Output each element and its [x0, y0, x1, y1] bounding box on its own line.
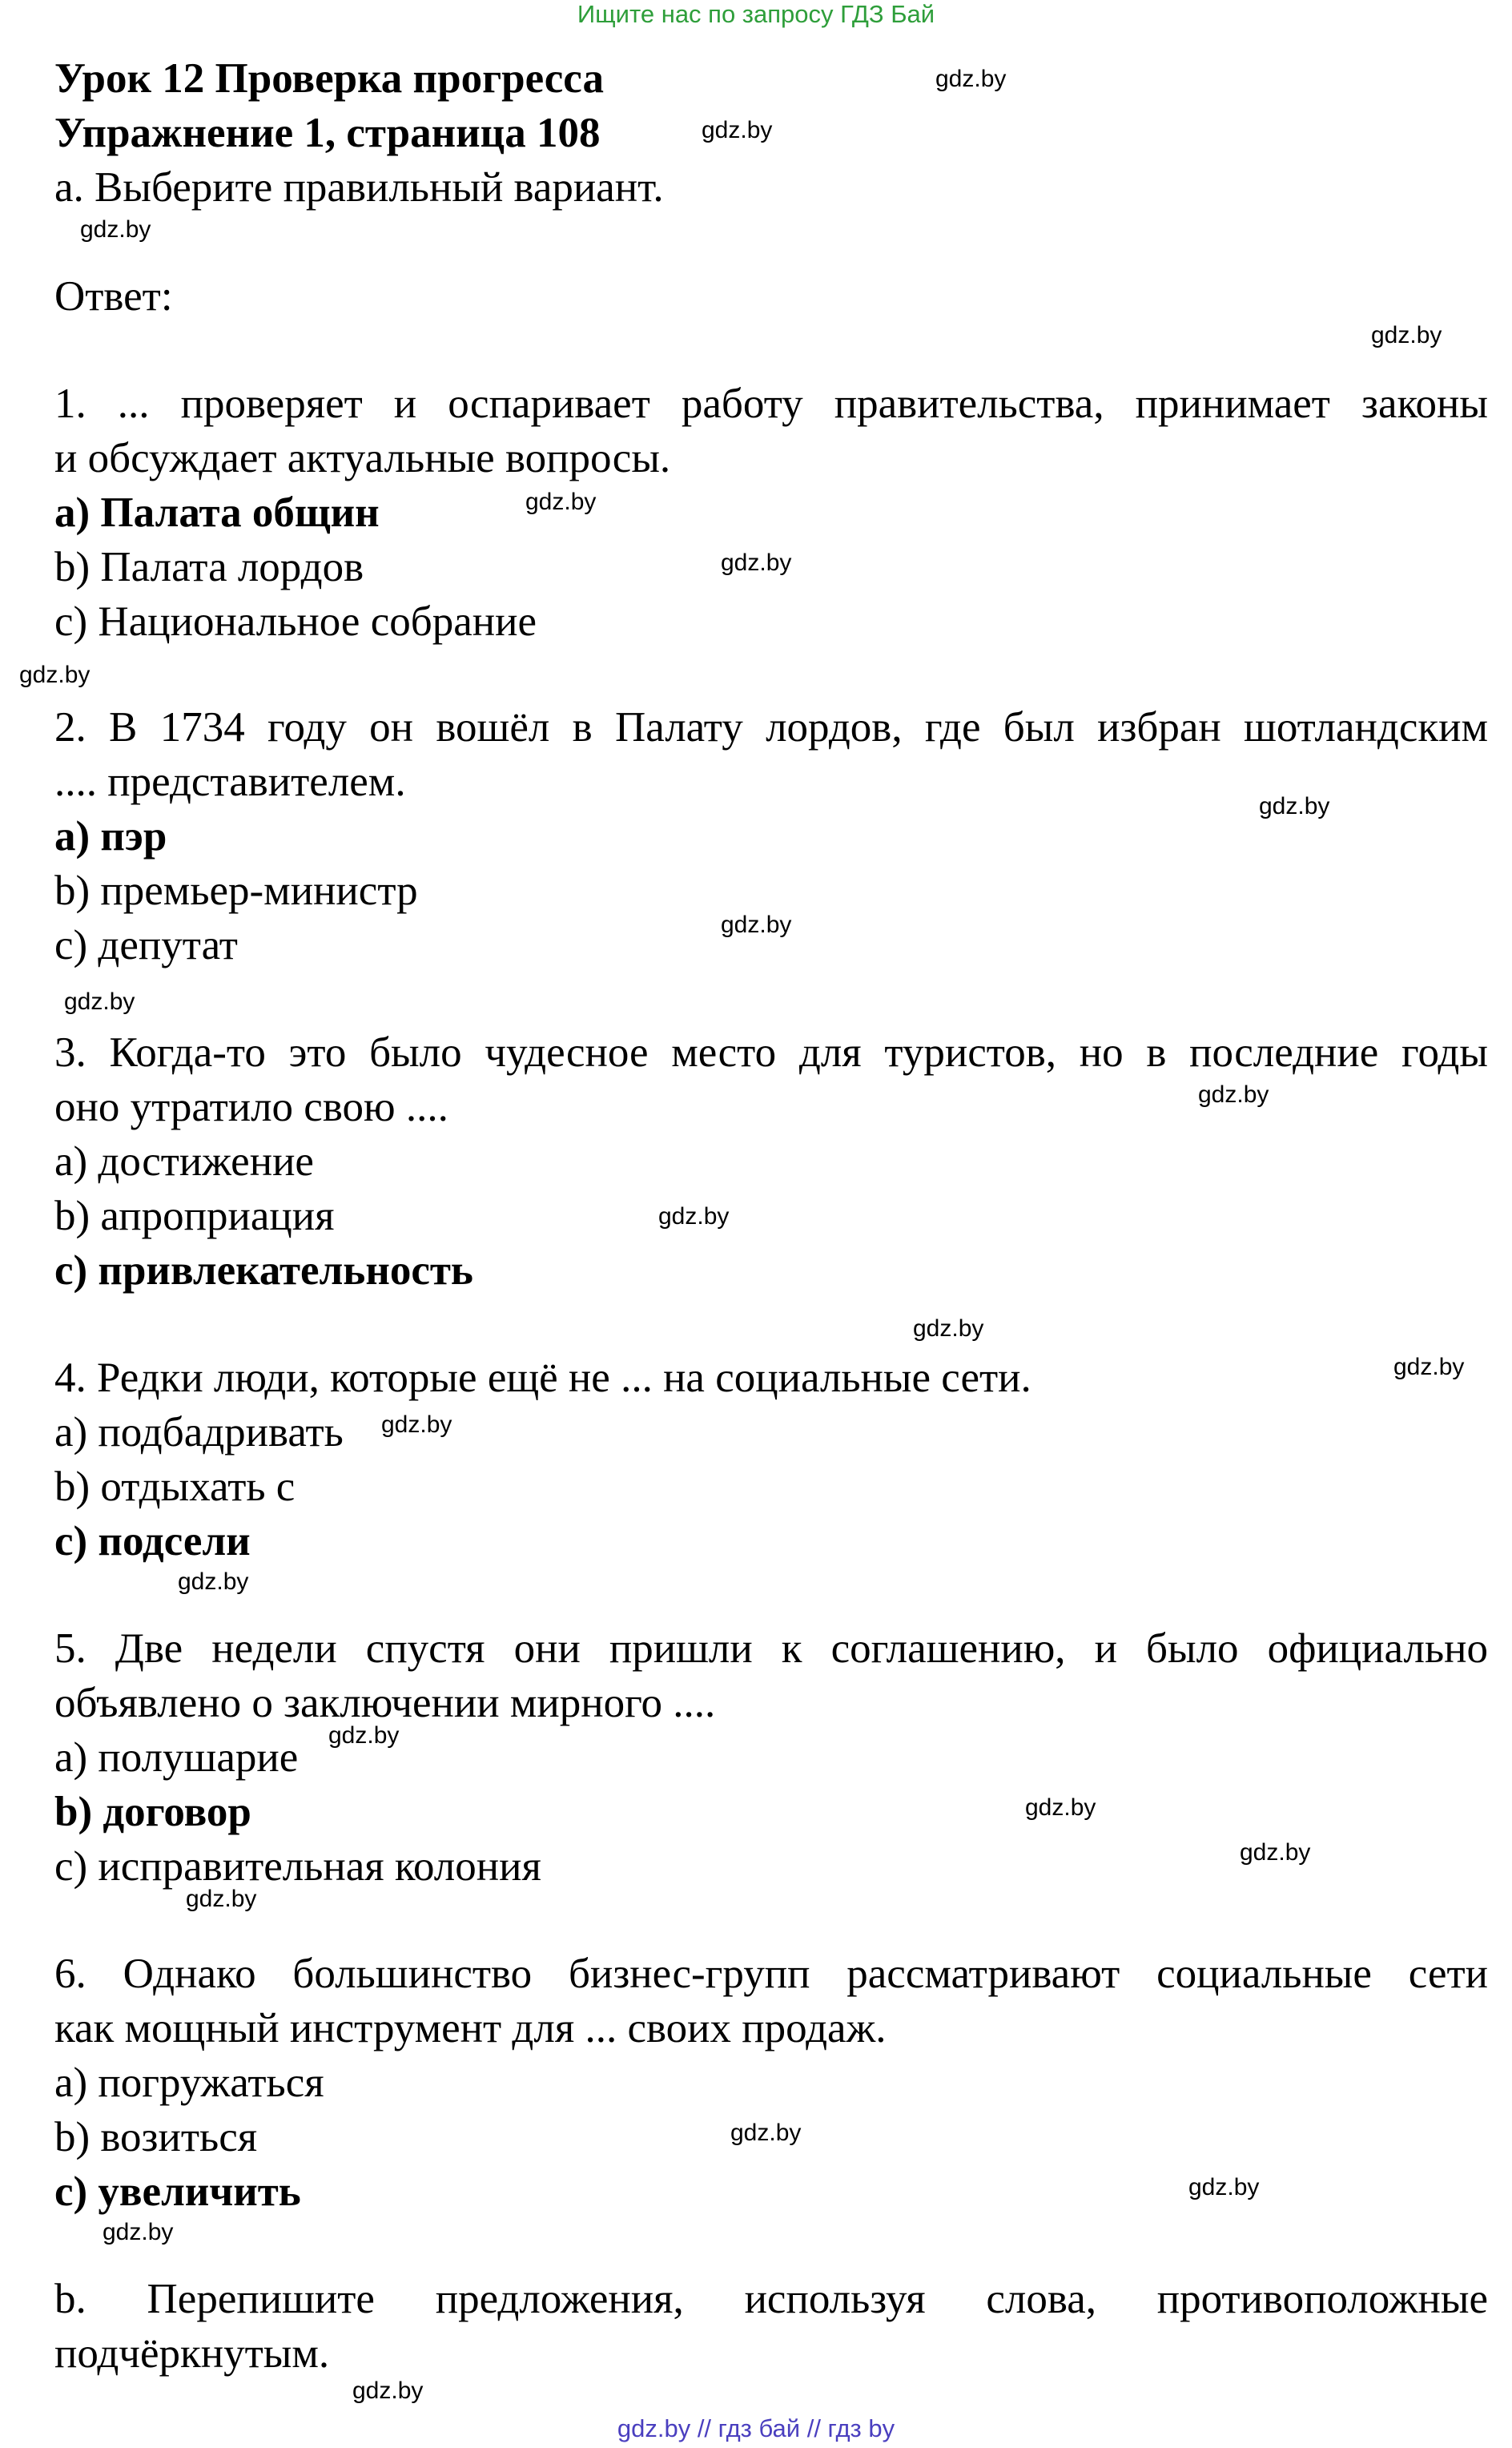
question-5-option-a: a) полушарие — [54, 1734, 299, 1781]
question-5-line-1: 5. Две недели спустя они пришли к соглашению, и было официально — [54, 1625, 1488, 1672]
watermark: gdz.by — [381, 1411, 452, 1438]
watermark: gdz.by — [525, 489, 597, 515]
question-3-line-2: оно утратило свою .... — [54, 1084, 448, 1130]
question-1-option-a-correct: a) Палата общин — [54, 489, 380, 536]
watermark: gdz.by — [1240, 1839, 1311, 1866]
question-1-line-2: и обсуждает актуальные вопросы. — [54, 435, 671, 481]
exercise-title: Упражнение 1, страница 108 — [54, 110, 601, 156]
task-a-instruction: a. Выберите правильный вариант. — [54, 164, 664, 211]
watermark: gdz.by — [186, 1886, 257, 1912]
footer-links[interactable]: gdz.by // гдз бай // гдз by — [617, 2414, 895, 2442]
watermark: gdz.by — [328, 1722, 400, 1749]
question-4-line-1: 4. Редки люди, которые ещё не ... на социальные сети. — [54, 1355, 1031, 1401]
watermark: gdz.by — [1393, 1354, 1465, 1380]
question-5-option-b-correct: b) договор — [54, 1789, 251, 1835]
question-6-option-a: a) погружаться — [54, 2059, 324, 2106]
question-1-option-c: c) Национальное собрание — [54, 598, 537, 645]
question-4-option-b: b) отдыхать с — [54, 1464, 296, 1510]
question-2-option-b: b) премьер-министр — [54, 868, 418, 914]
watermark: gdz.by — [19, 662, 90, 688]
question-4-option-c-correct: c) подсели — [54, 1518, 251, 1564]
question-6-line-2: как мощный инструмент для ... своих продаж. — [54, 2005, 887, 2051]
question-6-option-b: b) возиться — [54, 2114, 258, 2160]
watermark: gdz.by — [352, 2378, 424, 2404]
watermark: gdz.by — [1198, 1081, 1269, 1108]
question-2-line-2: .... представителем. — [54, 759, 406, 805]
watermark: gdz.by — [64, 988, 135, 1015]
watermark: gdz.by — [913, 1315, 984, 1342]
question-2-option-c: c) депутат — [54, 922, 238, 968]
question-3-line-1: 3. Когда-то это было чудесное место для туристов, но в последние годы — [54, 1029, 1488, 1076]
watermark: gdz.by — [1259, 793, 1330, 819]
question-3-option-b: b) апроприация — [54, 1193, 335, 1239]
watermark: gdz.by — [658, 1203, 730, 1230]
watermark: gdz.by — [730, 2120, 802, 2146]
question-6-option-c-correct: c) увеличить — [54, 2168, 301, 2215]
question-5-line-2: объявлено о заключении мирного .... — [54, 1680, 716, 1726]
question-6-line-1: 6. Однако большинство бизнес-групп рассматривают социальные сети — [54, 1951, 1488, 1997]
question-5-option-c: c) исправительная колония — [54, 1843, 541, 1890]
question-3-option-a: a) достижение — [54, 1138, 314, 1185]
task-b-line-2: подчёркнутым. — [54, 2330, 330, 2377]
top-banner[interactable]: Ищите нас по запросу ГДЗ Бай — [577, 0, 935, 28]
watermark: gdz.by — [1188, 2174, 1260, 2200]
question-1-line-1: 1. ... проверяет и оспаривает работу правительства, принимает законы — [54, 380, 1488, 427]
watermark: gdz.by — [1371, 322, 1442, 348]
watermark: gdz.by — [721, 550, 792, 576]
question-3-option-c-correct: c) привлекательность — [54, 1247, 473, 1294]
watermark: gdz.by — [178, 1568, 249, 1595]
watermark: gdz.by — [702, 117, 773, 143]
answer-label: Ответ: — [54, 273, 173, 320]
task-b-line-1: b. Перепишите предложения, используя слова, противоположные — [54, 2276, 1488, 2322]
question-2-option-a-correct: a) пэр — [54, 813, 167, 860]
watermark: gdz.by — [103, 2219, 174, 2245]
question-2-line-1: 2. В 1734 году он вошёл в Палату лордов, где был избран шотландским — [54, 704, 1488, 751]
watermark: gdz.by — [721, 912, 792, 938]
watermark: gdz.by — [935, 66, 1007, 92]
watermark: gdz.by — [80, 216, 151, 243]
lesson-title: Урок 12 Проверка прогресса — [54, 55, 604, 102]
watermark: gdz.by — [1025, 1794, 1096, 1821]
question-1-option-b: b) Палата лордов — [54, 544, 364, 590]
question-4-option-a: a) подбадривать — [54, 1409, 344, 1456]
